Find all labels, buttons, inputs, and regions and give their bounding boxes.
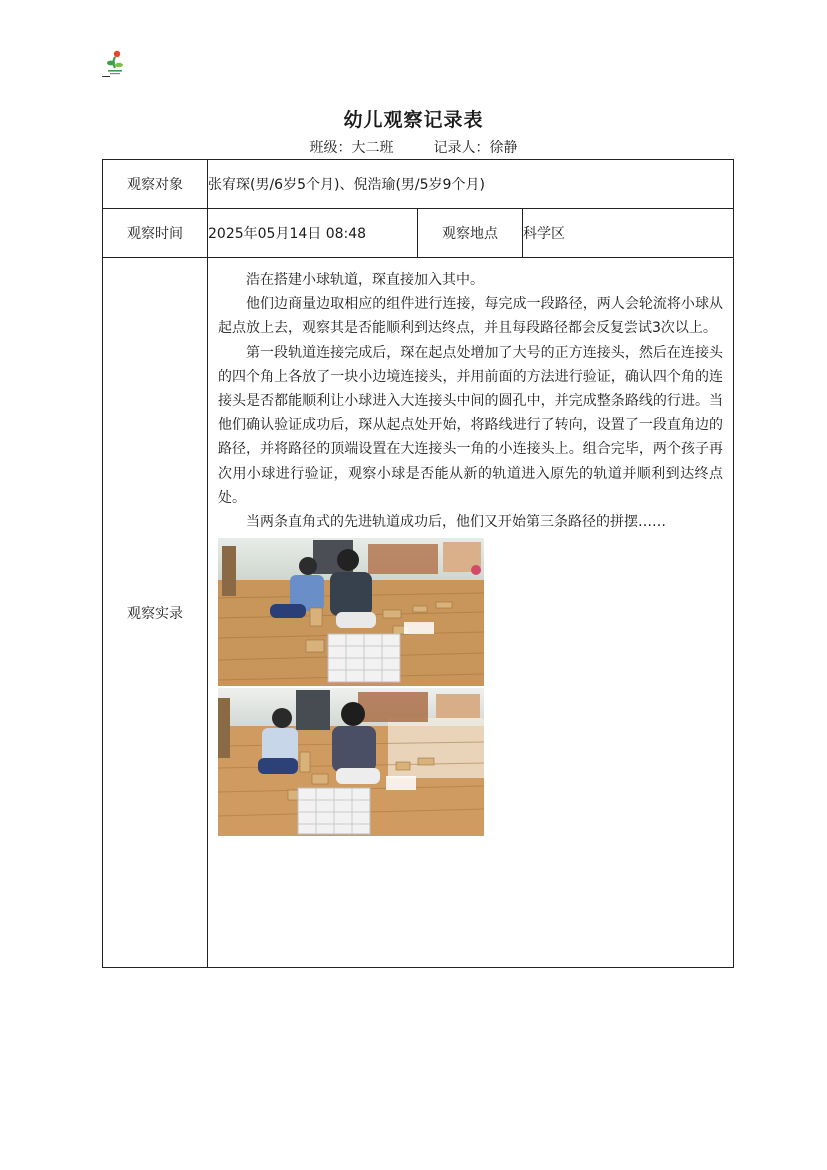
time-label-cell: 观察时间 <box>103 209 208 258</box>
header-dash <box>102 76 110 77</box>
record-paragraph: 第一段轨道连接完成后，琛在起点处增加了大号的正方连接头，然后在连接头的四个角上各放了一块小边境连接头，并用前面的方法进行验证，确认四个角的连接头是否都能顺利让小球进入大连接头中间的圆孔中，并完成整条路线的行进。当他们确认验证成功后，琛从起点处开始，将路线进行了转向，设置了一段直角边的路径，并将路径的顶端设置在大连接头一角的小连接头上。组合完毕，两个孩子再次用小球进行验证，观察小球是否能从新的轨道进入原先的轨道并顺利到达终点处。 <box>218 344 723 506</box>
record-paragraph: 他们边商量边取相应的组件进行连接，每完成一段路径，两人会轮流将小球从起点放上去，观察其是否能顺利到达终点，并且每段路径都会反复尝试3次以上。 <box>218 296 723 337</box>
record-paragraph: 当两条直角式的先进轨道成功后，他们又开始第三条路径的拼摆…… <box>246 514 666 531</box>
record-paragraph: 浩在搭建小球轨道，琛直接加入其中。 <box>246 272 484 288</box>
subject-label-cell: 观察对象 <box>103 160 208 209</box>
document-title: 幼儿观察记录表 <box>343 109 484 131</box>
document-subtitle <box>0 137 827 157</box>
observation-photo-2 <box>218 688 484 836</box>
time-value-cell: 2025年05月14日 08:48 <box>208 209 418 258</box>
subject-value-cell: 张宥琛(男/6岁5个月)、倪浩瑜(男/5岁9个月) <box>208 160 734 209</box>
photo-group <box>218 538 723 836</box>
location-value-cell: 科学区 <box>523 209 734 258</box>
observation-photo-1 <box>218 538 484 686</box>
location-label-cell: 观察地点 <box>418 209 523 258</box>
kindergarten-logo <box>104 48 126 78</box>
observation-table <box>102 159 734 968</box>
recorder-label: 记录人：徐静 <box>433 140 518 156</box>
record-content-cell <box>208 258 734 968</box>
class-label: 班级：大二班 <box>309 140 394 156</box>
record-label-cell: 观察实录 <box>103 258 208 968</box>
